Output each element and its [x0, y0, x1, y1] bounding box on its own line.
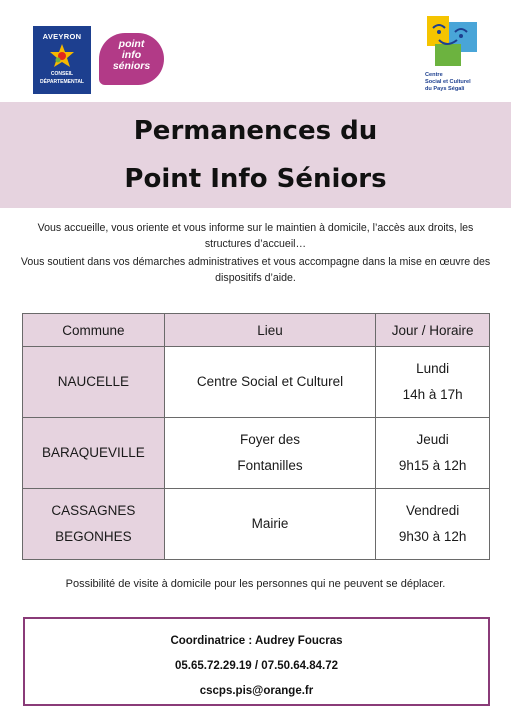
aveyron-logo-sub1: CONSEIL: [50, 71, 74, 77]
lieu-line1: Foyer des: [240, 432, 301, 447]
jour: Vendredi: [405, 503, 460, 518]
aveyron-logo-title: AVEYRON: [42, 32, 82, 41]
cell-lieu: [164, 418, 375, 489]
cell-jour-horaire: [376, 489, 490, 560]
cell-commune: [23, 347, 165, 418]
page-title: [0, 114, 511, 196]
lieu-name: Mairie: [251, 516, 289, 531]
header-commune: Commune: [23, 314, 165, 347]
csc-line2: Social et Culturel: [425, 79, 471, 85]
cell-lieu: [164, 489, 375, 560]
commune-name: NAUCELLE: [57, 374, 130, 389]
point-info-seniors-logo: [99, 33, 164, 85]
email-address: cscps.pis@orange.fr: [199, 685, 314, 697]
commune-line2: BEGONHES: [55, 529, 132, 544]
horaire: 9h30 à 12h: [398, 529, 467, 544]
phone-numbers: 05.65.72.29.19 / 07.50.64.84.72: [174, 660, 339, 672]
lieu-name: Centre Social et Culturel: [196, 374, 344, 389]
intro-paragraph-2: Vous soutient dans vos démarches administratives et vous accompagne dans la mise en œuvre des dispositifs d’aide.: [20, 256, 491, 284]
lieu-line2: Fontanilles: [237, 458, 303, 473]
header-lieu: Lieu: [164, 314, 375, 347]
pis-logo-line1: point: [118, 38, 145, 50]
horaire: 14h à 17h: [402, 387, 463, 402]
commune-name: BARAQUEVILLE: [42, 445, 145, 460]
table-row: [23, 418, 490, 489]
aveyron-logo: [33, 26, 91, 94]
centre-social-logo: [425, 14, 497, 104]
centre-social-logo-text: [425, 72, 497, 93]
table-row: [23, 489, 490, 560]
cell-jour-horaire: [376, 347, 490, 418]
header-jour-horaire: Jour / Horaire: [376, 314, 490, 347]
home-visit-note: Possibilité de visite à domicile pour les personnes qui ne peuvent se déplacer.: [65, 578, 446, 590]
table-header-row: [23, 314, 490, 347]
commune-line1: CASSAGNES: [51, 503, 136, 518]
csc-line1: Centre: [425, 72, 443, 78]
title-line2: Point Info Séniors: [124, 164, 387, 194]
pis-logo-line3: séniors: [112, 60, 151, 72]
intro-paragraph-1: Vous accueille, vous oriente et vous informe sur le maintien à domicile, l’accès aux droits, les structures d’accueil…: [37, 222, 474, 250]
intro-text: [20, 220, 491, 288]
contact-box: [23, 617, 490, 706]
faces-icon: [425, 14, 481, 70]
cell-commune: [23, 489, 165, 560]
title-band: [0, 102, 511, 208]
schedule-table: [22, 313, 490, 560]
cell-lieu: [164, 347, 375, 418]
star-icon: [49, 43, 75, 69]
title-line1: Permanences du: [133, 116, 378, 146]
csc-line3: du Pays Ségali: [425, 86, 465, 92]
jour: Jeudi: [416, 432, 449, 447]
coordinator-name: Coordinatrice : Audrey Foucras: [170, 635, 343, 647]
aveyron-logo-sub2: DÉPARTEMENTAL: [40, 79, 84, 85]
table-row: [23, 347, 490, 418]
jour: Lundi: [416, 361, 450, 376]
horaire: 9h15 à 12h: [398, 458, 467, 473]
cell-commune: [23, 418, 165, 489]
cell-jour-horaire: [376, 418, 490, 489]
pis-logo-line2: info: [121, 49, 142, 61]
